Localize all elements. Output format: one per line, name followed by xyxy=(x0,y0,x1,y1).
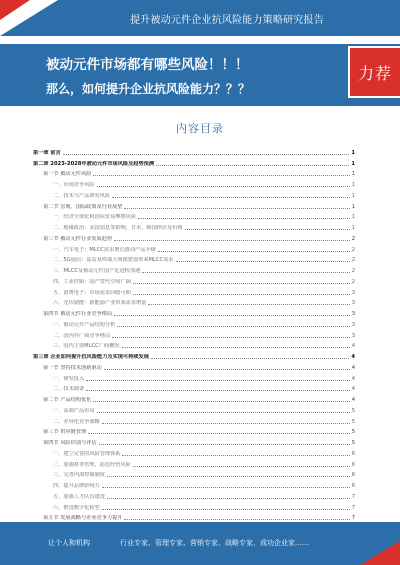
toc-entry-page: 5 xyxy=(351,407,355,414)
toc-entry-label: 一、高端产品布局 xyxy=(53,407,95,414)
toc-entry-page: 3 xyxy=(351,321,355,328)
toc-leader-dots xyxy=(138,218,350,219)
toc-leader-dots xyxy=(99,444,350,445)
toc-entry[interactable] xyxy=(33,318,355,329)
toc-entry[interactable] xyxy=(33,512,355,523)
hero-question-1: 被动元件市场都有哪些风险！！！ xyxy=(46,57,249,73)
toc-entry-page: 3 xyxy=(351,332,355,339)
toc-entry[interactable] xyxy=(33,146,355,157)
toc-entry-label: 第四节 被动元件行业竞争格局 xyxy=(43,311,113,317)
toc-entry[interactable] xyxy=(33,479,355,490)
toc-leader-dots xyxy=(112,197,350,198)
toc-entry[interactable] xyxy=(33,447,355,458)
toc-entry-page: 4 xyxy=(351,397,355,403)
toc-leader-dots xyxy=(114,315,350,316)
toc-entry[interactable] xyxy=(33,329,355,340)
toc-leader-dots xyxy=(88,433,350,434)
toc-leader-dots xyxy=(133,466,350,467)
toc-entry[interactable] xyxy=(33,490,355,501)
toc-entry[interactable] xyxy=(33,297,355,308)
toc-leader-dots xyxy=(124,519,349,520)
toc-leader-dots xyxy=(93,175,349,176)
toc-leader-dots xyxy=(133,294,350,295)
toc-leader-dots xyxy=(97,412,350,413)
toc-entry-label: 二、5G通信：基站及终端大规模建设带来MLCC需求 xyxy=(53,257,174,264)
toc-entry-page: 3 xyxy=(351,300,355,307)
toc-entry-label: 第三章 企业如何提升抗风险能力及实现可持续发展 xyxy=(33,354,149,360)
toc-leader-dots xyxy=(176,261,350,262)
toc-entry[interactable] xyxy=(33,157,355,168)
table-of-contents xyxy=(33,146,355,522)
toc-entry-label: 三、MLCC及被动元件国产化进程加速 xyxy=(53,268,141,274)
toc-entry-page: 7 xyxy=(351,493,355,500)
toc-entry-page: 1 xyxy=(351,214,355,221)
toc-entry-page: 6 xyxy=(351,483,355,489)
bottom-banner xyxy=(0,522,400,565)
toc-leader-dots xyxy=(93,401,349,402)
toc-leader-dots xyxy=(104,369,350,370)
toc-entry-page: 4 xyxy=(351,354,355,360)
toc-entry-label: 一、被动元件产品结构分析 xyxy=(53,321,116,328)
toc-entry-label: 一、市场竞争风险 xyxy=(53,182,95,188)
toc-entry-page: 1 xyxy=(351,160,355,167)
toc-leader-dots xyxy=(124,208,349,209)
toc-entry-page: 1 xyxy=(351,182,355,188)
corner-accent-bottom xyxy=(360,541,400,565)
toc-entry-page: 4 xyxy=(351,343,355,350)
toc-entry[interactable] xyxy=(33,436,355,447)
toc-entry-label: 第三节 供应链管理 xyxy=(43,429,87,436)
toc-leader-dots xyxy=(63,154,350,155)
toc-entry[interactable] xyxy=(33,393,355,404)
toc-entry[interactable] xyxy=(33,168,355,179)
toc-heading: 内容目录 xyxy=(176,122,224,135)
toc-leader-dots xyxy=(117,326,349,327)
toc-leader-dots xyxy=(102,509,350,510)
toc-entry-label: 二、加强财务管理，防范经营风险 xyxy=(53,461,131,468)
toc-leader-dots xyxy=(133,283,350,284)
toc-entry[interactable] xyxy=(33,189,355,200)
toc-leader-dots xyxy=(86,390,350,391)
footer-tagline: 让个人和机构 xyxy=(48,539,90,547)
toc-entry-page: 4 xyxy=(351,386,355,393)
toc-entry-page: 4 xyxy=(351,375,355,382)
toc-entry-label: 五、消费电子：市场需求回暖可期 xyxy=(53,289,131,296)
toc-entry-label: 第二章 2023-2028年被动元件市场风险及趋势预测 xyxy=(33,160,155,167)
toc-entry-label: 一、汽车电子：MLCC需求增长推动产品升级 xyxy=(53,246,156,253)
toc-entry-label: 五、加强人才队伍建设 xyxy=(53,493,105,500)
toc-entry-page: 6 xyxy=(351,461,355,468)
toc-entry-label: 四、提升品牌影响力 xyxy=(53,483,100,489)
toc-entry-label: 二、差异化竞争策略 xyxy=(53,418,100,425)
toc-entry[interactable] xyxy=(33,286,355,297)
toc-entry[interactable] xyxy=(33,275,355,286)
toc-entry-label: 第一节 坚持技术创新驱动 xyxy=(43,364,102,371)
toc-entry-label: 一、研发投入 xyxy=(53,375,85,382)
toc-leader-dots xyxy=(107,476,350,477)
toc-entry[interactable] xyxy=(33,254,355,265)
toc-entry[interactable] xyxy=(33,361,355,372)
toc-entry-page: 1 xyxy=(351,149,355,156)
toc-leader-dots xyxy=(97,186,350,187)
toc-entry-label: 二、地缘政治：美国加息等影响，日本、韩国供应及价格 xyxy=(53,225,183,231)
toc-entry-label: 二、技术储备 xyxy=(53,386,85,393)
toc-leader-dots xyxy=(185,229,350,230)
toc-entry-label: 一、建立完善的风险管理体系 xyxy=(53,450,121,457)
toc-leader-dots xyxy=(122,455,349,456)
hero-banner xyxy=(0,44,400,106)
toc-entry[interactable] xyxy=(33,426,355,437)
toc-entry[interactable] xyxy=(33,307,355,318)
toc-entry[interactable] xyxy=(33,404,355,415)
toc-leader-dots xyxy=(102,487,350,488)
toc-entry-page: 5 xyxy=(351,429,355,436)
toc-entry-label: 第二节 宏观、国际政策及行业展望 xyxy=(43,203,123,210)
toc-entry-page: 2 xyxy=(351,246,355,253)
toc-entry-page: 1 xyxy=(351,192,355,199)
toc-entry-label: 第五节 发展战略与企业竞争力提升 xyxy=(43,515,123,522)
brand-text: 力荐 xyxy=(357,63,392,83)
toc-entry[interactable] xyxy=(33,340,355,351)
toc-leader-dots xyxy=(107,498,350,499)
toc-entry-label: 三、完善内部控制制度 xyxy=(53,472,105,479)
toc-entry[interactable] xyxy=(33,178,355,189)
toc-leader-dots xyxy=(151,358,349,359)
brand-badge xyxy=(348,46,400,98)
toc-entry[interactable] xyxy=(33,200,355,211)
toc-leader-dots xyxy=(148,304,349,305)
toc-entry-page: 6 xyxy=(351,450,355,457)
toc-entry-label: 二、国内外厂商竞争格局 xyxy=(53,332,111,339)
toc-entry-page: 4 xyxy=(351,364,355,371)
toc-entry-label: 第一节 被动元件风险 xyxy=(43,171,92,178)
toc-entry[interactable] xyxy=(33,458,355,469)
toc-entry-page: 3 xyxy=(351,311,355,317)
toc-entry[interactable] xyxy=(33,232,355,243)
toc-leader-dots xyxy=(122,347,350,348)
toc-leader-dots xyxy=(112,337,350,338)
toc-leader-dots xyxy=(86,380,350,381)
toc-entry[interactable] xyxy=(33,415,355,426)
toc-entry-page: 6 xyxy=(351,472,355,479)
toc-entry-label: 六、光伏储能：新能源产业带来需求增量 xyxy=(53,300,147,307)
toc-entry-label: 六、推进数字化转型 xyxy=(53,504,100,511)
toc-entry[interactable] xyxy=(33,264,355,275)
toc-entry-page: 5 xyxy=(351,440,355,446)
toc-entry-label: 一、经济全球化和国际贸易摩擦风险 xyxy=(53,214,137,221)
toc-entry-label: 三、国内主要MLCC厂商概况 xyxy=(53,343,120,350)
toc-entry[interactable] xyxy=(33,501,355,512)
toc-entry-label: 四、工业控制：国产替代空间广阔 xyxy=(53,278,131,285)
toc-entry-page: 7 xyxy=(351,515,355,522)
toc-entry[interactable] xyxy=(33,221,355,232)
toc-entry[interactable] xyxy=(33,383,355,394)
toc-entry[interactable] xyxy=(33,350,355,361)
toc-entry[interactable] xyxy=(33,243,355,254)
toc-leader-dots xyxy=(114,240,350,241)
toc-leader-dots xyxy=(158,251,350,252)
toc-entry-label: 第一章 前言 xyxy=(33,149,61,156)
hero-question-2: 那么，如何提升企业抗风险能力？？？ xyxy=(46,82,251,96)
toc-entry-label: 第三节 被动元件行业发展趋势 xyxy=(43,235,113,242)
toc-entry-label: 第四节 风险识别与评估 xyxy=(43,440,97,446)
toc-entry-page: 1 xyxy=(351,203,355,210)
report-title: 提升被动元件企业抗风险能力策略研究报告 xyxy=(130,15,324,26)
toc-entry-page: 3 xyxy=(351,289,355,296)
footer-experts: 行业专家、管理专家、营销专家、战略专家、成功企业家…… xyxy=(120,539,309,547)
toc-entry-page: 7 xyxy=(351,504,355,511)
toc-leader-dots xyxy=(156,165,349,166)
toc-entry-page: 1 xyxy=(351,171,355,178)
toc-leader-dots xyxy=(142,272,349,273)
toc-entry-page: 2 xyxy=(351,257,355,264)
toc-leader-dots xyxy=(102,423,350,424)
toc-entry-page: 2 xyxy=(351,278,355,285)
toc-entry-page: 1 xyxy=(351,225,355,231)
toc-entry-label: 第二节 产品结构优化 xyxy=(43,397,92,403)
toc-entry[interactable] xyxy=(33,372,355,383)
toc-entry[interactable] xyxy=(33,211,355,222)
top-banner xyxy=(0,0,400,36)
toc-entry-page: 2 xyxy=(351,268,355,274)
toc-entry-page: 5 xyxy=(351,418,355,425)
corner-accent xyxy=(0,0,30,20)
toc-entry-page: 2 xyxy=(351,235,355,242)
toc-entry-label: 二、技术与产品研发风险 xyxy=(53,192,111,199)
toc-entry[interactable] xyxy=(33,469,355,480)
